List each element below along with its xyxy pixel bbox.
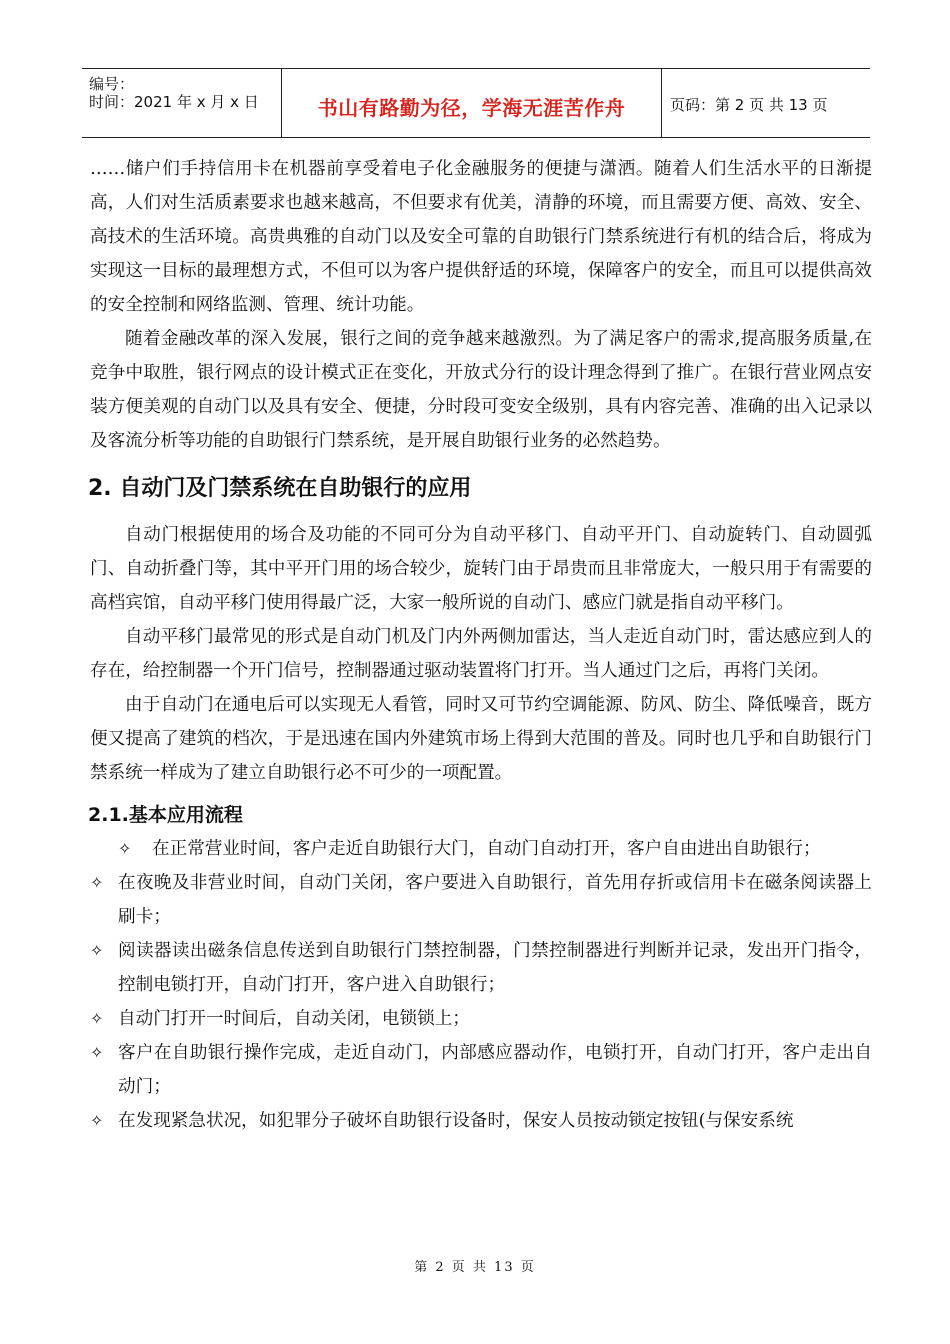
process-step bbox=[90, 934, 872, 1002]
intro-paragraph-1: ……储户们手持信用卡在机器前享受着电子化金融服务的便捷与潇洒。随着人们生活水平的日渐提高，人们对生活质素要求也越来越高，不但要求有优美，清静的环境，而且需要方便、高效、安全、高技术的生活环境。高贵典雅的自动门以及安全可靠的自助银行门禁系统进行有机的结合后，将成为实现这一目标的最理想方式，不但可以为客户提供舒适的环境，保障客户的安全，而且可以提供高效的安全控制和网络监测、管理、统计功能。 bbox=[90, 159, 872, 315]
process-step-text: 在发现紧急状况，如犯罪分子破坏自助银行设备时，保安人员按动锁定按钮(与保安系统 bbox=[118, 1111, 794, 1131]
document-number-label: 编号： bbox=[89, 75, 135, 93]
page-header bbox=[82, 68, 870, 138]
diamond-bullet-icon: ✧ bbox=[90, 941, 104, 960]
process-step-text: 客户在自助银行操作完成，走近自动门，内部感应器动作，电锁打开，自动门打开，客户走出自动门； bbox=[118, 1043, 872, 1097]
header-motto: 书山有路勤为径，学海无涯苦作舟 bbox=[317, 96, 626, 120]
header-meta-cell bbox=[82, 69, 282, 137]
process-step-text: 自动门打开一时间后，自动关闭，电锁锁上； bbox=[118, 1009, 470, 1029]
diamond-bullet-icon: ✧ bbox=[90, 1009, 104, 1028]
intro-paragraph-2: 随着金融改革的深入发展，银行之间的竞争越来越激烈。为了满足客户的需求,提高服务质量,在竞争中取胜，银行网点的设计模式正在变化，开放式分行的设计理念得到了推广。在银行营业网点安装方便美观的自动门以及具有安全、便捷，分时段可变安全级别，具有内容完善、准确的出入记录以及客流分析等功能的自助银行门禁系统，是开展自助银行业务的必然趋势。 bbox=[90, 329, 872, 451]
header-page-info: 页码：第 2 页 共 13 页 bbox=[670, 96, 828, 114]
process-step-list bbox=[90, 832, 872, 1138]
section-2-heading: 2. 自动门及门禁系统在自助银行的应用 bbox=[88, 476, 472, 501]
section-2-paragraph-2: 自动平移门最常见的形式是自动门机及门内外两侧加雷达，当人走近自动门时，雷达感应到人的存在，给控制器一个开门信号，控制器通过驱动装置将门打开。当人通过门之后，再将门关闭。 bbox=[90, 627, 872, 681]
process-step-text: 阅读器读出磁条信息传送到自助银行门禁控制器，门禁控制器进行判断并记录，发出开门指令，控制电锁打开，自动门打开，客户进入自助银行； bbox=[118, 941, 872, 995]
diamond-bullet-icon: ✧ bbox=[90, 1111, 104, 1130]
page-footer: 第 2 页 共 13 页 bbox=[414, 1260, 536, 1275]
section-2-paragraph-3: 由于自动门在通电后可以实现无人看管，同时又可节约空调能源、防风、防尘、降低噪音，既方便又提高了建筑的档次，于是迅速在国内外建筑市场上得到大范围的普及。同时也几乎和自助银行门禁系统一样成为了建立自助银行必不可少的一项配置。 bbox=[90, 695, 872, 783]
section-2-1-heading: 2.1.基本应用流程 bbox=[88, 804, 243, 826]
process-step bbox=[90, 1036, 872, 1104]
document-body bbox=[90, 152, 872, 1138]
header-motto-cell bbox=[282, 69, 662, 137]
process-step-text: 在夜晚及非营业时间，自动门关闭，客户要进入自助银行，首先用存折或信用卡在磁条阅读器上刷卡； bbox=[118, 873, 872, 927]
diamond-bullet-icon: ✧ bbox=[90, 873, 104, 892]
process-step bbox=[90, 1104, 872, 1138]
process-step-text: 在正常营业时间，客户走近自助银行大门，自动门自动打开，客户自由进出自助银行； bbox=[152, 839, 821, 859]
process-step bbox=[90, 832, 872, 866]
document-date: 时间：2021 年 x 月 x 日 bbox=[89, 93, 259, 111]
diamond-bullet-icon: ✧ bbox=[90, 1043, 104, 1062]
header-page-cell bbox=[662, 69, 870, 137]
process-step bbox=[90, 1002, 872, 1036]
section-2-paragraph-1: 自动门根据使用的场合及功能的不同可分为自动平移门、自动平开门、自动旋转门、自动圆弧门、自动折叠门等，其中平开门用的场合较少，旋转门由于昂贵而且非常庞大，一般只用于有需要的高档宾馆，自动平移门使用得最广泛，大家一般所说的自动门、感应门就是指自动平移门。 bbox=[90, 525, 872, 613]
diamond-bullet-icon: ✧ bbox=[118, 839, 132, 858]
process-step bbox=[90, 866, 872, 934]
